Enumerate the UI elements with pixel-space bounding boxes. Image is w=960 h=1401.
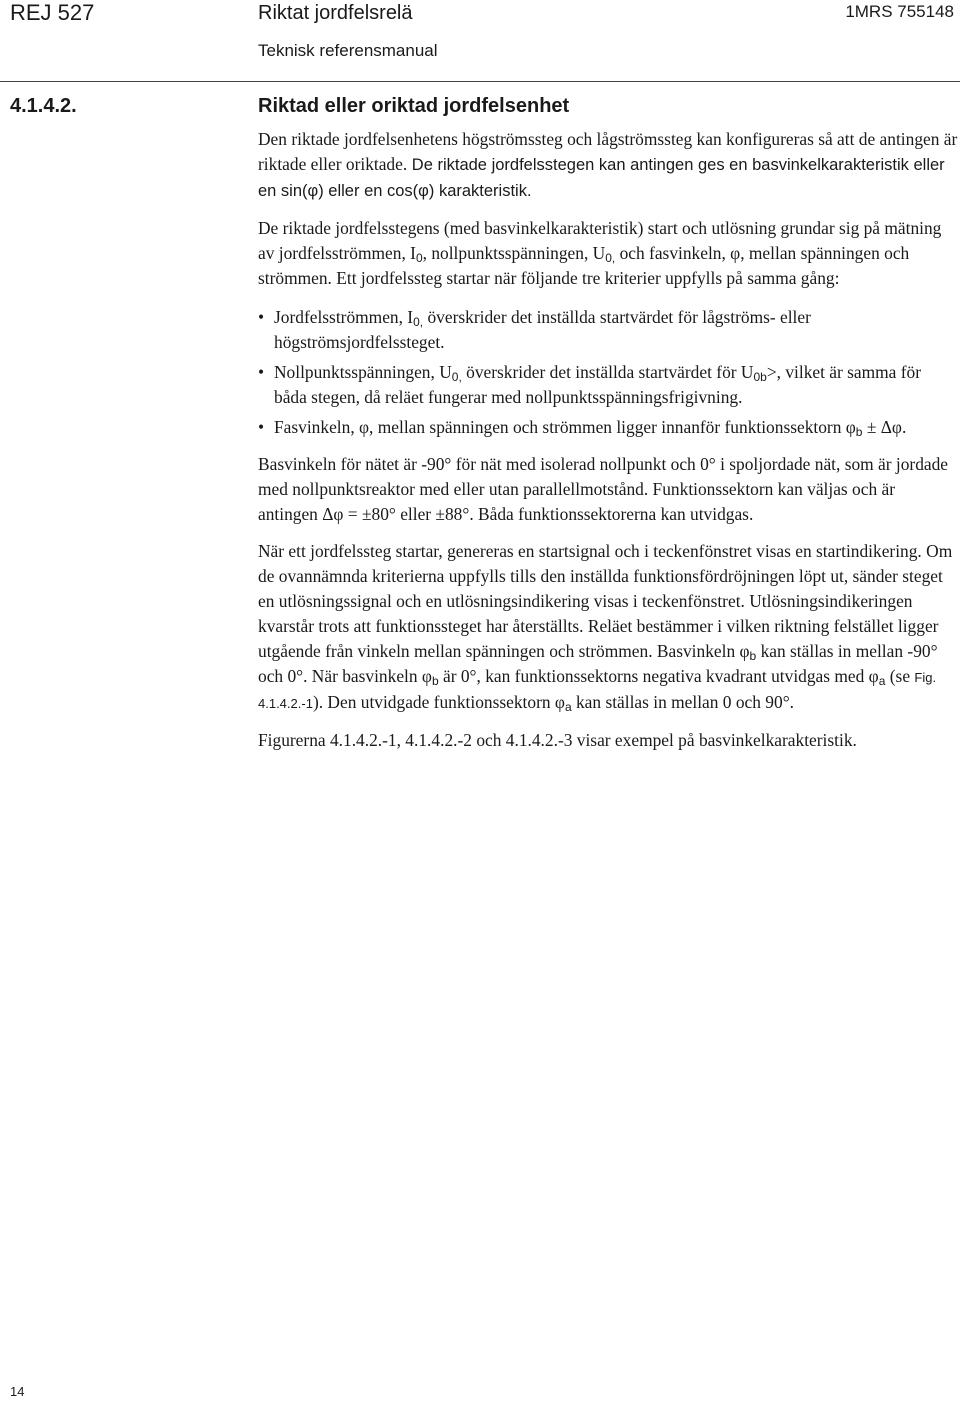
text-run: ± Δφ. (862, 417, 907, 437)
paragraph-1 (258, 127, 958, 204)
text-run: kan ställas in mellan -90° och 0°. När basvinkeln φ (258, 641, 938, 686)
bullet-icon: • (258, 307, 265, 327)
text-run: kan ställas in mellan 0 och 90°. (571, 692, 794, 712)
text-run: är 0°, kan funktionssektorns negativa kvadrant utvidgas med φ (438, 666, 879, 686)
section-number: 4.1.4.2. (10, 95, 77, 117)
text-run: överskrider det inställda startvärdet för lågströms- eller högströmsjordfelssteget. (274, 307, 811, 352)
paragraph-5: Figurerna 4.1.4.2.-1, 4.1.4.2.-2 och 4.1.4.2.-3 visar exempel på basvinkelkarakteristik. (258, 730, 857, 750)
text-run: överskrider det inställda startvärdet för U (461, 362, 754, 382)
text-run: (se (885, 666, 915, 686)
body-text (258, 127, 958, 765)
figure-reference-link[interactable]: Fig. 4.1.4.2.-1 (258, 670, 937, 711)
subscript: 0, (413, 315, 424, 329)
product-name: REJ 527 (10, 0, 95, 25)
bullet-icon: • (258, 417, 265, 437)
subscript: a (564, 700, 572, 714)
subscript: b (431, 674, 439, 688)
subscript: b (855, 425, 863, 439)
subscript: b (749, 649, 757, 663)
subscript: 0b (753, 370, 767, 384)
paragraph-1-a: Den riktade jordfelsenhetens högströmssteg och lågströmssteg kan konfigureras så att de antingen är riktade eller oriktade. (258, 129, 958, 174)
subscript: a (878, 674, 886, 688)
list-item (258, 305, 958, 355)
text-run: De riktade jordfelsstegens (med basvinkelkarakteristik) start och utlösning grundar sig på mätning av jordfelsströmmen, I (258, 218, 942, 263)
list-item (258, 360, 958, 410)
section-title: Riktad eller oriktad jordfelsenhet (258, 95, 570, 117)
subscript: 0, (451, 370, 462, 384)
document-subtitle: Teknisk referensmanual (258, 41, 438, 60)
paragraph-3: Basvinkeln för nätet är -90° för nät med isolerad nollpunkt och 0° i spoljordade nät, som är jordade med nollpunktsreaktor med eller utan parallellmotstånd. Funktionssektorn kan väljas och är antingen Δφ = ±80° eller ±88°. Båda funktionssektorerna kan utvidgas. (258, 454, 949, 524)
header-divider (0, 81, 960, 82)
text-run: När ett jordfelssteg startar, genereras en startsignal och i teckenfönstret visas en startindikering. Om de ovannämnda kriterierna uppfylls tills den inställda funktionsfördröjningen löpt ut, sänder steget en utlösningssignal och en utlösningsindikering visas i teckenfönstret. Utlösningsindikeringen kvarstår trots att funktionssteget har återställts. Reläet bestämmer i vilken riktning felstället ligger utgående från vinkeln mellan spänningen och strömmen. Basvinkeln φ (258, 541, 953, 661)
text-run: och fasvinkeln, φ, mellan spänningen och strömmen. Ett jordfelssteg startar när följande tre kriterier uppfylls på samma gång: (258, 243, 910, 288)
document-title: Riktat jordfelsrelä (258, 2, 413, 24)
text-run: >, vilket är samma för båda stegen, då reläet fungerar med nollpunktsspänningsfrigivning. (274, 362, 922, 407)
subscript: 0 (415, 251, 423, 265)
list-item (258, 415, 958, 440)
paragraph-1-b: De riktade jordfelsstegen kan antingen ges en basvinkelkarakteristik eller en sin(φ) eller en cos(φ) karakteristik. (258, 156, 945, 200)
paragraph-4 (258, 539, 958, 716)
text-run: Fasvinkeln, φ, mellan spänningen och strömmen ligger innanför funktionssektorn φ (274, 417, 856, 437)
criteria-list (258, 305, 958, 440)
text-run: ). Den utvidgade funktionssektorn φ (312, 692, 565, 712)
paragraph-2 (258, 216, 958, 291)
subscript: 0, (605, 251, 616, 265)
text-run: Jordfelsströmmen, I (274, 307, 414, 327)
text-run: Nollpunktsspänningen, U (274, 362, 452, 382)
page-number: 14 (10, 1384, 25, 1399)
bullet-icon: • (258, 362, 265, 382)
document-id: 1MRS 755148 (845, 2, 954, 21)
text-run: , nollpunktsspänningen, U (422, 243, 606, 263)
